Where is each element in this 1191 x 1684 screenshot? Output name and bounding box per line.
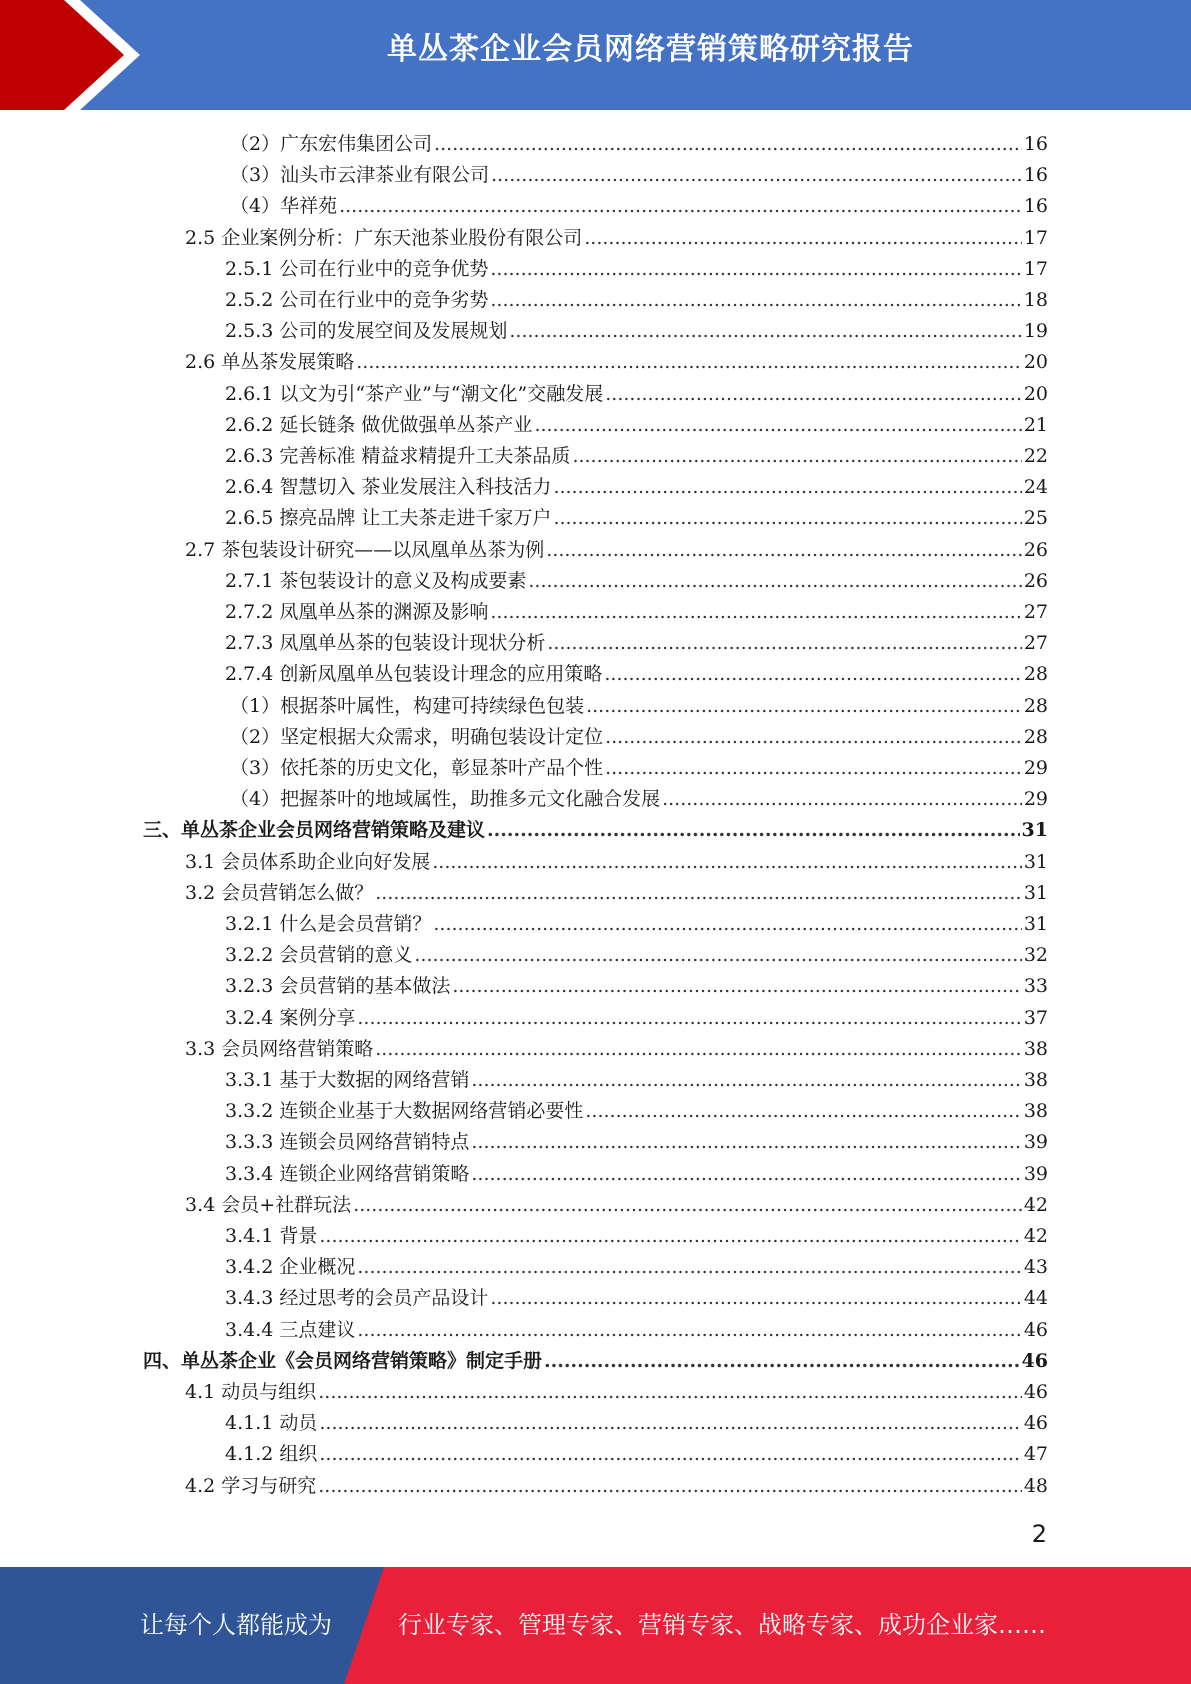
toc-entry-page: 46	[1023, 1412, 1048, 1435]
toc-entry[interactable]	[225, 628, 1048, 659]
toc-entry-page: 31	[1023, 850, 1048, 873]
toc-entry-label: 2.7.3 凤凰单丛茶的包装设计现状分析	[225, 632, 546, 655]
toc-entry-label: 3.2.1 什么是会员营销？	[225, 913, 432, 935]
page-footer	[0, 1567, 1191, 1684]
toc-entry[interactable]	[230, 129, 1048, 160]
toc-entry-label: 2.7.1 茶包装设计的意义及构成要素	[225, 569, 527, 592]
toc-entry[interactable]	[185, 1034, 1048, 1065]
toc-entry-label: 4.1 动员与组织	[185, 1381, 317, 1403]
toc-entry-page: 27	[1023, 601, 1048, 623]
toc-entry-page: 26	[1023, 538, 1048, 561]
toc-entry-page: 16	[1023, 133, 1048, 155]
toc-entry-page: 46	[1021, 1349, 1048, 1372]
toc-entry-page: 22	[1023, 445, 1048, 467]
toc-entry-label: （4）华祥苑	[230, 195, 338, 218]
toc-dot-leader	[534, 410, 1021, 441]
toc-entry-label: 2.6.5 擦亮品牌 让工夫茶走进千家万户	[225, 507, 552, 530]
toc-entry-label: 2.6.3 完善标准 精益求精提升工夫茶品质	[225, 445, 571, 467]
toc-entry-label: （3）汕头市云津茶业有限公司	[230, 164, 490, 187]
toc-entry-page: 31	[1021, 819, 1048, 842]
toc-entry-label: 3.4.3 经过思考的会员产品设计	[225, 1287, 489, 1310]
toc-entry-label: 2.5.1 公司在行业中的竞争优势	[225, 257, 489, 280]
toc-entry-page: 21	[1023, 413, 1048, 436]
toc-entry-page: 17	[1023, 226, 1048, 249]
toc-entry-page: 27	[1023, 632, 1048, 655]
toc-entry[interactable]	[225, 1408, 1048, 1439]
toc-dot-leader	[375, 878, 1022, 909]
toc-dot-leader	[491, 160, 1022, 191]
toc-dot-leader	[414, 940, 1021, 971]
toc-entry-label: （2）广东宏伟集团公司	[230, 133, 433, 155]
toc-dot-leader	[605, 722, 1022, 753]
toc-entry-label: 3.4 会员+社群玩法	[185, 1193, 352, 1216]
header-chevron-decoration	[0, 0, 150, 110]
toc-dot-leader	[353, 1190, 1022, 1221]
toc-entry-page: 48	[1023, 1474, 1048, 1497]
toc-entry[interactable]	[225, 379, 1048, 410]
toc-entry[interactable]	[230, 160, 1048, 191]
toc-entry[interactable]	[185, 878, 1048, 909]
toc-entry-label: 2.5.2 公司在行业中的竞争劣势	[225, 289, 489, 311]
toc-dot-leader	[544, 1346, 1020, 1377]
toc-dot-leader	[319, 1439, 1021, 1470]
toc-entry-label: 三、单丛茶企业会员网络营销策略及建议	[143, 819, 486, 842]
toc-entry-page: 39	[1023, 1162, 1048, 1185]
toc-entry[interactable]	[225, 1439, 1048, 1470]
toc-dot-leader	[357, 1315, 1021, 1346]
toc-entry[interactable]	[225, 1315, 1048, 1346]
toc-entry[interactable]	[225, 1065, 1048, 1096]
toc-entry[interactable]	[143, 1346, 1048, 1377]
toc-dot-leader	[487, 815, 1020, 846]
toc-entry-label: 2.5.3 公司的发展空间及发展规划	[225, 320, 508, 343]
toc-entry[interactable]	[225, 1283, 1048, 1314]
toc-entry-page: 17	[1023, 257, 1048, 280]
toc-entry[interactable]	[225, 1127, 1048, 1158]
toc-dot-leader	[318, 1471, 1022, 1502]
toc-entry-label: 3.3.1 基于大数据的网络营销	[225, 1069, 470, 1091]
toc-entry-label: （1）根据茶叶属性，构建可持续绿色包装	[230, 694, 585, 717]
toc-entry-label: 3.4.1 背景	[225, 1225, 318, 1247]
toc-entry[interactable]	[225, 566, 1048, 597]
toc-dot-leader	[432, 847, 1022, 878]
toc-dot-leader	[452, 971, 1021, 1002]
toc-dot-leader	[490, 597, 1021, 628]
toc-entry-label: 3.3.4 连锁企业网络营销策略	[225, 1162, 470, 1185]
toc-entry-page: 42	[1023, 1193, 1048, 1216]
toc-entry[interactable]	[225, 597, 1048, 628]
toc-dot-leader	[528, 566, 1021, 597]
toc-entry-label: 3.1 会员体系助企业向好发展	[185, 850, 431, 873]
toc-entry-label: 2.6 单丛茶发展策略	[185, 351, 355, 374]
toc-dot-leader	[319, 1408, 1021, 1439]
toc-entry-page: 28	[1023, 725, 1048, 748]
toc-dot-leader	[471, 1127, 1021, 1158]
toc-entry[interactable]	[185, 535, 1048, 566]
toc-dot-leader	[585, 1096, 1021, 1127]
toc-entry-label: 2.7.2 凤凰单丛茶的渊源及影响	[225, 601, 489, 623]
toc-dot-leader	[357, 1003, 1021, 1034]
page-header	[0, 0, 1191, 110]
toc-entry-page: 38	[1023, 1037, 1048, 1060]
toc-dot-leader	[357, 1252, 1021, 1283]
toc-entry[interactable]	[185, 847, 1048, 878]
toc-entry-page: 38	[1023, 1100, 1048, 1123]
toc-entry-page: 24	[1023, 476, 1048, 499]
toc-dot-leader	[490, 285, 1021, 316]
toc-entry-page: 26	[1023, 569, 1048, 592]
toc-entry[interactable]	[225, 441, 1048, 472]
toc-entry-page: 42	[1023, 1225, 1048, 1247]
toc-entry-page: 20	[1023, 351, 1048, 374]
toc-entry-label: 2.6.2 延长链条 做优做强单丛茶产业	[225, 413, 533, 436]
toc-dot-leader	[604, 659, 1021, 690]
toc-entry-label: 2.7 茶包装设计研究——以凤凰单丛茶为例	[185, 538, 545, 561]
toc-entry-page: 16	[1023, 195, 1048, 218]
toc-dot-leader	[375, 1034, 1022, 1065]
toc-dot-leader	[572, 441, 1021, 472]
toc-entry-label: 2.6.1 以文为引“茶产业”与“潮文化”交融发展	[225, 382, 604, 405]
toc-entry-label: 4.1.2 组织	[225, 1443, 318, 1466]
toc-entry-label: 3.4.4 三点建议	[225, 1318, 356, 1341]
toc-entry[interactable]	[225, 503, 1048, 534]
toc-entry[interactable]	[230, 784, 1048, 815]
toc-dot-leader	[319, 1221, 1021, 1252]
toc-dot-leader	[490, 254, 1021, 285]
toc-entry-page: 31	[1023, 913, 1048, 935]
toc-entry-page: 46	[1023, 1381, 1048, 1403]
toc-entry[interactable]	[225, 285, 1048, 316]
toc-entry-page: 39	[1023, 1131, 1048, 1154]
toc-entry[interactable]	[225, 410, 1048, 441]
toc-entry[interactable]	[185, 1190, 1048, 1221]
toc-entry[interactable]	[225, 1003, 1048, 1034]
toc-dot-leader	[546, 535, 1022, 566]
toc-entry-page: 43	[1023, 1256, 1048, 1279]
toc-dot-leader	[584, 223, 1022, 254]
toc-entry[interactable]	[225, 1252, 1048, 1283]
toc-entry[interactable]	[230, 691, 1048, 722]
toc-entry[interactable]	[225, 472, 1048, 503]
toc-entry-label: 3.2.4 案例分享	[225, 1006, 356, 1029]
toc-entry[interactable]	[185, 347, 1048, 378]
toc-dot-leader	[339, 191, 1022, 222]
toc-dot-leader	[471, 1065, 1021, 1096]
toc-entry[interactable]	[225, 659, 1048, 690]
toc-entry-page: 20	[1023, 382, 1048, 405]
toc-entry-label: 3.2 会员营销怎么做？	[185, 881, 374, 904]
toc-entry[interactable]	[225, 1221, 1048, 1252]
toc-entry-label: 4.2 学习与研究	[185, 1474, 317, 1497]
toc-entry-label: 3.2.2 会员营销的意义	[225, 944, 413, 967]
toc-dot-leader	[605, 753, 1022, 784]
page-number: 2	[1031, 1520, 1047, 1548]
toc-entry[interactable]	[230, 753, 1048, 784]
toc-entry-label: 3.4.2 企业概况	[225, 1256, 356, 1279]
toc-entry-page: 18	[1023, 289, 1048, 311]
document-title: 单丛茶企业会员网络营销策略研究报告	[387, 32, 914, 67]
toc-entry-page: 44	[1023, 1287, 1048, 1310]
toc-dot-leader	[547, 628, 1021, 659]
toc-entry-label: （4）把握茶叶的地域属性，助推多元文化融合发展	[230, 788, 661, 811]
toc-entry-label: （3）依托茶的历史文化，彰显茶叶产品个性	[230, 757, 604, 779]
toc-entry[interactable]	[225, 940, 1048, 971]
toc-entry-label: 4.1.1 动员	[225, 1412, 318, 1435]
toc-entry-page: 28	[1023, 663, 1048, 686]
toc-entry[interactable]	[230, 722, 1048, 753]
toc-entry-label: 2.5 企业案例分析：广东天池茶业股份有限公司	[185, 226, 583, 249]
toc-dot-leader	[318, 1377, 1022, 1408]
toc-dot-leader	[605, 379, 1022, 410]
toc-entry[interactable]	[185, 1377, 1048, 1408]
footer-slogan-left: 让每个人都能成为	[140, 1611, 332, 1639]
toc-entry-page: 16	[1023, 164, 1048, 187]
toc-entry-page: 33	[1023, 975, 1048, 998]
toc-entry-page: 46	[1023, 1318, 1048, 1341]
toc-entry[interactable]	[225, 1096, 1048, 1127]
toc-entry-label: 四、单丛茶企业《会员网络营销策略》制定手册	[143, 1349, 543, 1372]
toc-entry-label: 2.7.4 创新凤凰单丛包装设计理念的应用策略	[225, 663, 603, 686]
toc-entry-page: 37	[1023, 1006, 1048, 1029]
toc-dot-leader	[553, 503, 1021, 534]
toc-dot-leader	[553, 472, 1021, 503]
toc-entry[interactable]	[143, 815, 1048, 846]
toc-dot-leader	[356, 347, 1022, 378]
toc-entry[interactable]	[225, 316, 1048, 347]
toc-dot-leader	[471, 1159, 1021, 1190]
toc-entry-page: 47	[1023, 1443, 1048, 1466]
toc-entry-page: 25	[1023, 507, 1048, 530]
toc-entry[interactable]	[185, 1471, 1048, 1502]
toc-entry[interactable]	[225, 971, 1048, 1002]
toc-dot-leader	[433, 909, 1021, 940]
toc-entry-page: 31	[1023, 881, 1048, 904]
toc-entry-label: （2）坚定根据大众需求，明确包装设计定位	[230, 725, 604, 748]
toc-entry-page: 29	[1023, 788, 1048, 811]
toc-entry-label: 3.3.3 连锁会员网络营销特点	[225, 1131, 470, 1154]
toc-entry-page: 29	[1023, 757, 1048, 779]
toc-entry-page: 28	[1023, 694, 1048, 717]
footer-slogan-right: 行业专家、管理专家、营销专家、战略专家、成功企业家……	[398, 1611, 1046, 1639]
toc-entry[interactable]	[185, 223, 1048, 254]
toc-entry[interactable]	[225, 254, 1048, 285]
toc-dot-leader	[509, 316, 1021, 347]
toc-entry-label: 3.2.3 会员营销的基本做法	[225, 975, 451, 998]
toc-dot-leader	[490, 1283, 1021, 1314]
toc-dot-leader	[586, 691, 1022, 722]
toc-dot-leader	[434, 129, 1022, 160]
toc-entry-label: 2.6.4 智慧切入 茶业发展注入科技活力	[225, 476, 552, 499]
toc-entry-label: 3.3 会员网络营销策略	[185, 1037, 374, 1060]
toc-entry[interactable]	[225, 909, 1048, 940]
toc-dot-leader	[662, 784, 1022, 815]
toc-entry-label: 3.3.2 连锁企业基于大数据网络营销必要性	[225, 1100, 584, 1123]
toc-entry-page: 38	[1023, 1069, 1048, 1091]
toc-entry-page: 32	[1023, 944, 1048, 967]
toc-entry[interactable]	[225, 1159, 1048, 1190]
toc-entry[interactable]	[230, 191, 1048, 222]
toc-entry-page: 19	[1023, 320, 1048, 343]
